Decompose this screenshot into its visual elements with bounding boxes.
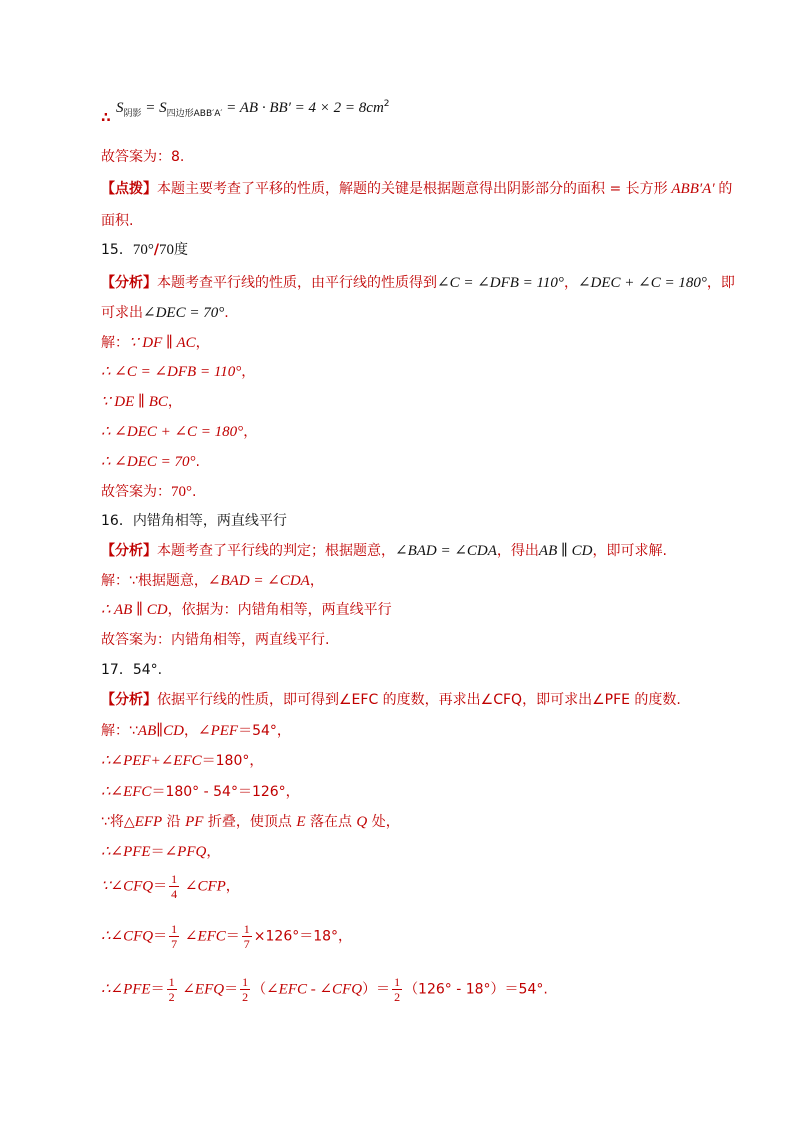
q17-solution-5	[101, 842, 220, 862]
tip-text: 本题主要考查了平移的性质，解题的关键是根据题意得出阴影部分的面积 = 长方形	[157, 181, 668, 197]
q16-solution-1	[101, 571, 324, 591]
analysis-tag: 【分析】	[101, 275, 157, 291]
final-math: 70°	[171, 484, 192, 500]
q15-solution-5	[101, 452, 200, 472]
q17-solution-7	[101, 922, 352, 951]
q17-s1-m2: ∠PEF	[198, 723, 239, 739]
q16-analysis	[101, 541, 667, 561]
q17-solution-1	[101, 721, 291, 741]
q17-s8-m2: ∠EFQ	[178, 981, 225, 998]
q17-s6-m2: ∠CFP	[181, 878, 226, 895]
q16-analysis-text-2: ，得出	[496, 543, 539, 559]
solution-comma-2: ，	[241, 364, 256, 380]
q17-s6-t2: ，	[225, 878, 240, 895]
q15-ans1: 70°	[132, 242, 154, 258]
q17-s4-t4: 落在点	[305, 814, 357, 830]
q17-solution-3	[101, 782, 300, 802]
q17-s8-t3: （	[252, 981, 267, 998]
fraction-one-seventh-a	[169, 922, 179, 951]
q17-s3-m1: ∴∠EFC	[101, 784, 152, 800]
analysis2-text-1: 可求出	[101, 305, 143, 321]
q17-s4-t2: 沿	[162, 814, 186, 830]
q17-solution-2	[101, 751, 263, 771]
formula-sub-quad: 四边形ABB′A′	[166, 109, 223, 119]
q17-s4-m3: E	[296, 814, 306, 830]
q15-solution-2	[101, 362, 255, 382]
fraction-numerator: 1	[243, 922, 250, 936]
q16-answer: 16．内错角相等，两直线平行	[101, 513, 287, 529]
answer-line-1: 故答案为：8.	[101, 149, 185, 165]
q17-s4-t5: 处，	[367, 814, 400, 830]
fraction-numerator: 1	[394, 975, 401, 989]
q17-s3-t1: ＝180° - 54°＝126°，	[151, 784, 300, 800]
fraction-numerator: 1	[171, 922, 178, 936]
analysis2-math: ∠DEC = 70°	[143, 305, 225, 321]
fraction-one-quarter	[169, 872, 179, 901]
fraction-denominator: 2	[394, 990, 401, 1004]
fraction-one-half-b	[240, 975, 250, 1004]
q16-final-answer: 故答案为：内错角相等，两直线平行.	[101, 632, 330, 648]
q17-s7-t2: ＝	[225, 928, 240, 945]
q17-s6-t1: ＝	[153, 878, 168, 895]
q16-analysis-math-1: ∠BAD = ∠CDA	[395, 543, 497, 559]
q17-s4-t3: 折叠，使顶点	[203, 814, 297, 830]
q16-analysis-text-3: ，即可求解.	[592, 543, 667, 559]
fraction-numerator: 1	[171, 872, 178, 886]
fraction-numerator: 1	[168, 975, 175, 989]
q17-s7-t3: ×126°＝18°，	[253, 928, 353, 945]
q17-analysis	[101, 690, 681, 710]
q17-s2-m1: ∴∠PEF+∠EFC	[101, 753, 202, 769]
analysis-math-1: ∠C = ∠DFB = 110°	[437, 275, 564, 291]
q16-solution-text-3: ，依据为：内错角相等，两直线平行	[167, 602, 392, 618]
solution-math-1: ∵ DF ∥ AC	[129, 335, 196, 351]
q16-solution-2	[101, 600, 392, 620]
q15-ans2: 70	[158, 242, 174, 258]
fraction-denominator: 2	[168, 990, 175, 1004]
q17-answer: 17．54°.	[101, 662, 163, 678]
q16-solution-math-2: ∴ AB ∥ CD	[101, 602, 168, 618]
fraction-one-seventh-b	[242, 922, 252, 951]
solution-label: 解：	[101, 335, 129, 351]
solution-math-4: ∴ ∠DEC + ∠C = 180°	[101, 424, 244, 440]
formula-rest: = AB · BB′ = 4 × 2 = 8cm	[222, 100, 384, 116]
tip-math: ABB′A′	[667, 181, 719, 197]
q16-analysis-math-2: AB ∥ CD	[538, 543, 593, 559]
q15-separator: /	[153, 242, 159, 258]
therefore-symbol: ∴	[101, 110, 111, 126]
q17-s4-m4: Q	[356, 814, 368, 830]
q17-s2-t1: ＝180°，	[201, 753, 264, 769]
analysis2-text-2: .	[224, 305, 229, 321]
q17-s7-m2: ∠EFC	[181, 928, 226, 945]
q17-s4-m2: PF	[185, 814, 204, 830]
q17-s4-m1: EFP	[134, 814, 163, 830]
final-label: 故答案为：	[101, 484, 171, 500]
fraction-numerator: 1	[242, 975, 249, 989]
tip-line	[101, 179, 732, 199]
q17-s1-m1: AB∥CD	[137, 723, 185, 739]
analysis-text-1: 本题考查平行线的性质，由平行线的性质得到	[157, 275, 437, 291]
fraction-one-half-c	[392, 975, 402, 1004]
q17-s4-t1: ∵将△	[101, 814, 135, 830]
q17-s1-t2: ，	[184, 723, 199, 739]
q17-s7-t1: ＝	[153, 928, 168, 945]
solution-period-5: .	[195, 454, 200, 470]
q15-unit: 度	[173, 242, 188, 258]
formula-eq: = S	[141, 100, 167, 116]
fraction-denominator: 4	[171, 887, 178, 901]
solution-math-3: ∵ DE ∥ BC	[101, 394, 168, 410]
formula-sup: 2	[383, 99, 390, 109]
q15-solution-4	[101, 422, 257, 442]
q17-s7-m1: ∴∠CFQ	[101, 928, 154, 945]
q17-s5-t2: ，	[206, 844, 221, 860]
q17-s8-t4: ）＝	[362, 981, 391, 998]
q15-analysis-2	[101, 303, 229, 323]
q17-solution-6	[101, 872, 240, 901]
q16-analysis-text-1: 本题考查了平行线的判定；根据题意，	[157, 543, 395, 559]
area-formula	[116, 94, 390, 124]
formula-s: S	[116, 100, 124, 116]
q17-s1-t3: ＝54°，	[238, 723, 291, 739]
q17-solution-8	[101, 975, 548, 1004]
q16-solution-text-2: ，	[309, 573, 324, 589]
q16-solution-math-1: ∠BAD = ∠CDA	[207, 573, 310, 589]
q17-s5-m2: ∠PFQ	[164, 844, 207, 860]
q17-analysis-tag: 【分析】	[101, 692, 157, 708]
q17-s8-m1: ∴∠PFE	[101, 981, 151, 998]
q17-s5-m1: ∴∠PFE	[101, 844, 151, 860]
final-period: .	[192, 484, 197, 500]
fraction-denominator: 7	[243, 937, 250, 951]
q16-analysis-tag: 【分析】	[101, 543, 157, 559]
fraction-denominator: 7	[171, 937, 178, 951]
q16-solution-text-1: 解：∵根据题意，	[101, 573, 208, 589]
tip-tag: 【点拨】	[101, 181, 157, 197]
q17-s5-t1: ＝	[150, 844, 165, 860]
q17-s8-t2: ＝	[224, 981, 239, 998]
q17-s8-m3: ∠EFC - ∠CFQ	[266, 981, 363, 998]
q15-final-answer	[101, 482, 196, 502]
formula-sub-shadow: 阴影	[123, 109, 142, 119]
q17-analysis-text: 依据平行线的性质，即可得到∠EFC 的度数，再求出∠CFQ，即可求出∠PFE 的度数.	[157, 692, 681, 708]
q17-s1-t1: 解：∵	[101, 723, 138, 739]
analysis-text-2: ，	[563, 275, 578, 291]
solution-math-2: ∴ ∠C = ∠DFB = 110°	[101, 364, 242, 380]
solution-comma-3: ，	[167, 394, 182, 410]
q17-s8-t1: ＝	[150, 981, 165, 998]
q15-solution-1	[101, 333, 210, 353]
q15-number: 15．	[101, 242, 133, 258]
analysis-text-3: ，即	[706, 275, 735, 291]
q15-analysis	[101, 273, 735, 293]
analysis-math-2: ∠DEC + ∠C = 180°	[577, 275, 707, 291]
fraction-denominator: 2	[242, 990, 249, 1004]
q17-s8-t5: （126° - 18°）＝54°.	[404, 981, 548, 998]
solution-comma-4: ，	[243, 424, 258, 440]
tip-line-2: 面积.	[101, 213, 134, 229]
q15-answer	[101, 240, 188, 260]
solution-comma-1: ，	[195, 335, 210, 351]
q17-s6-m1: ∵∠CFQ	[101, 878, 154, 895]
fraction-one-half-a	[167, 975, 177, 1004]
q17-solution-4	[101, 812, 400, 832]
q15-solution-3	[101, 392, 182, 412]
tip-end: 的	[718, 181, 733, 197]
solution-math-5: ∴ ∠DEC = 70°	[101, 454, 196, 470]
